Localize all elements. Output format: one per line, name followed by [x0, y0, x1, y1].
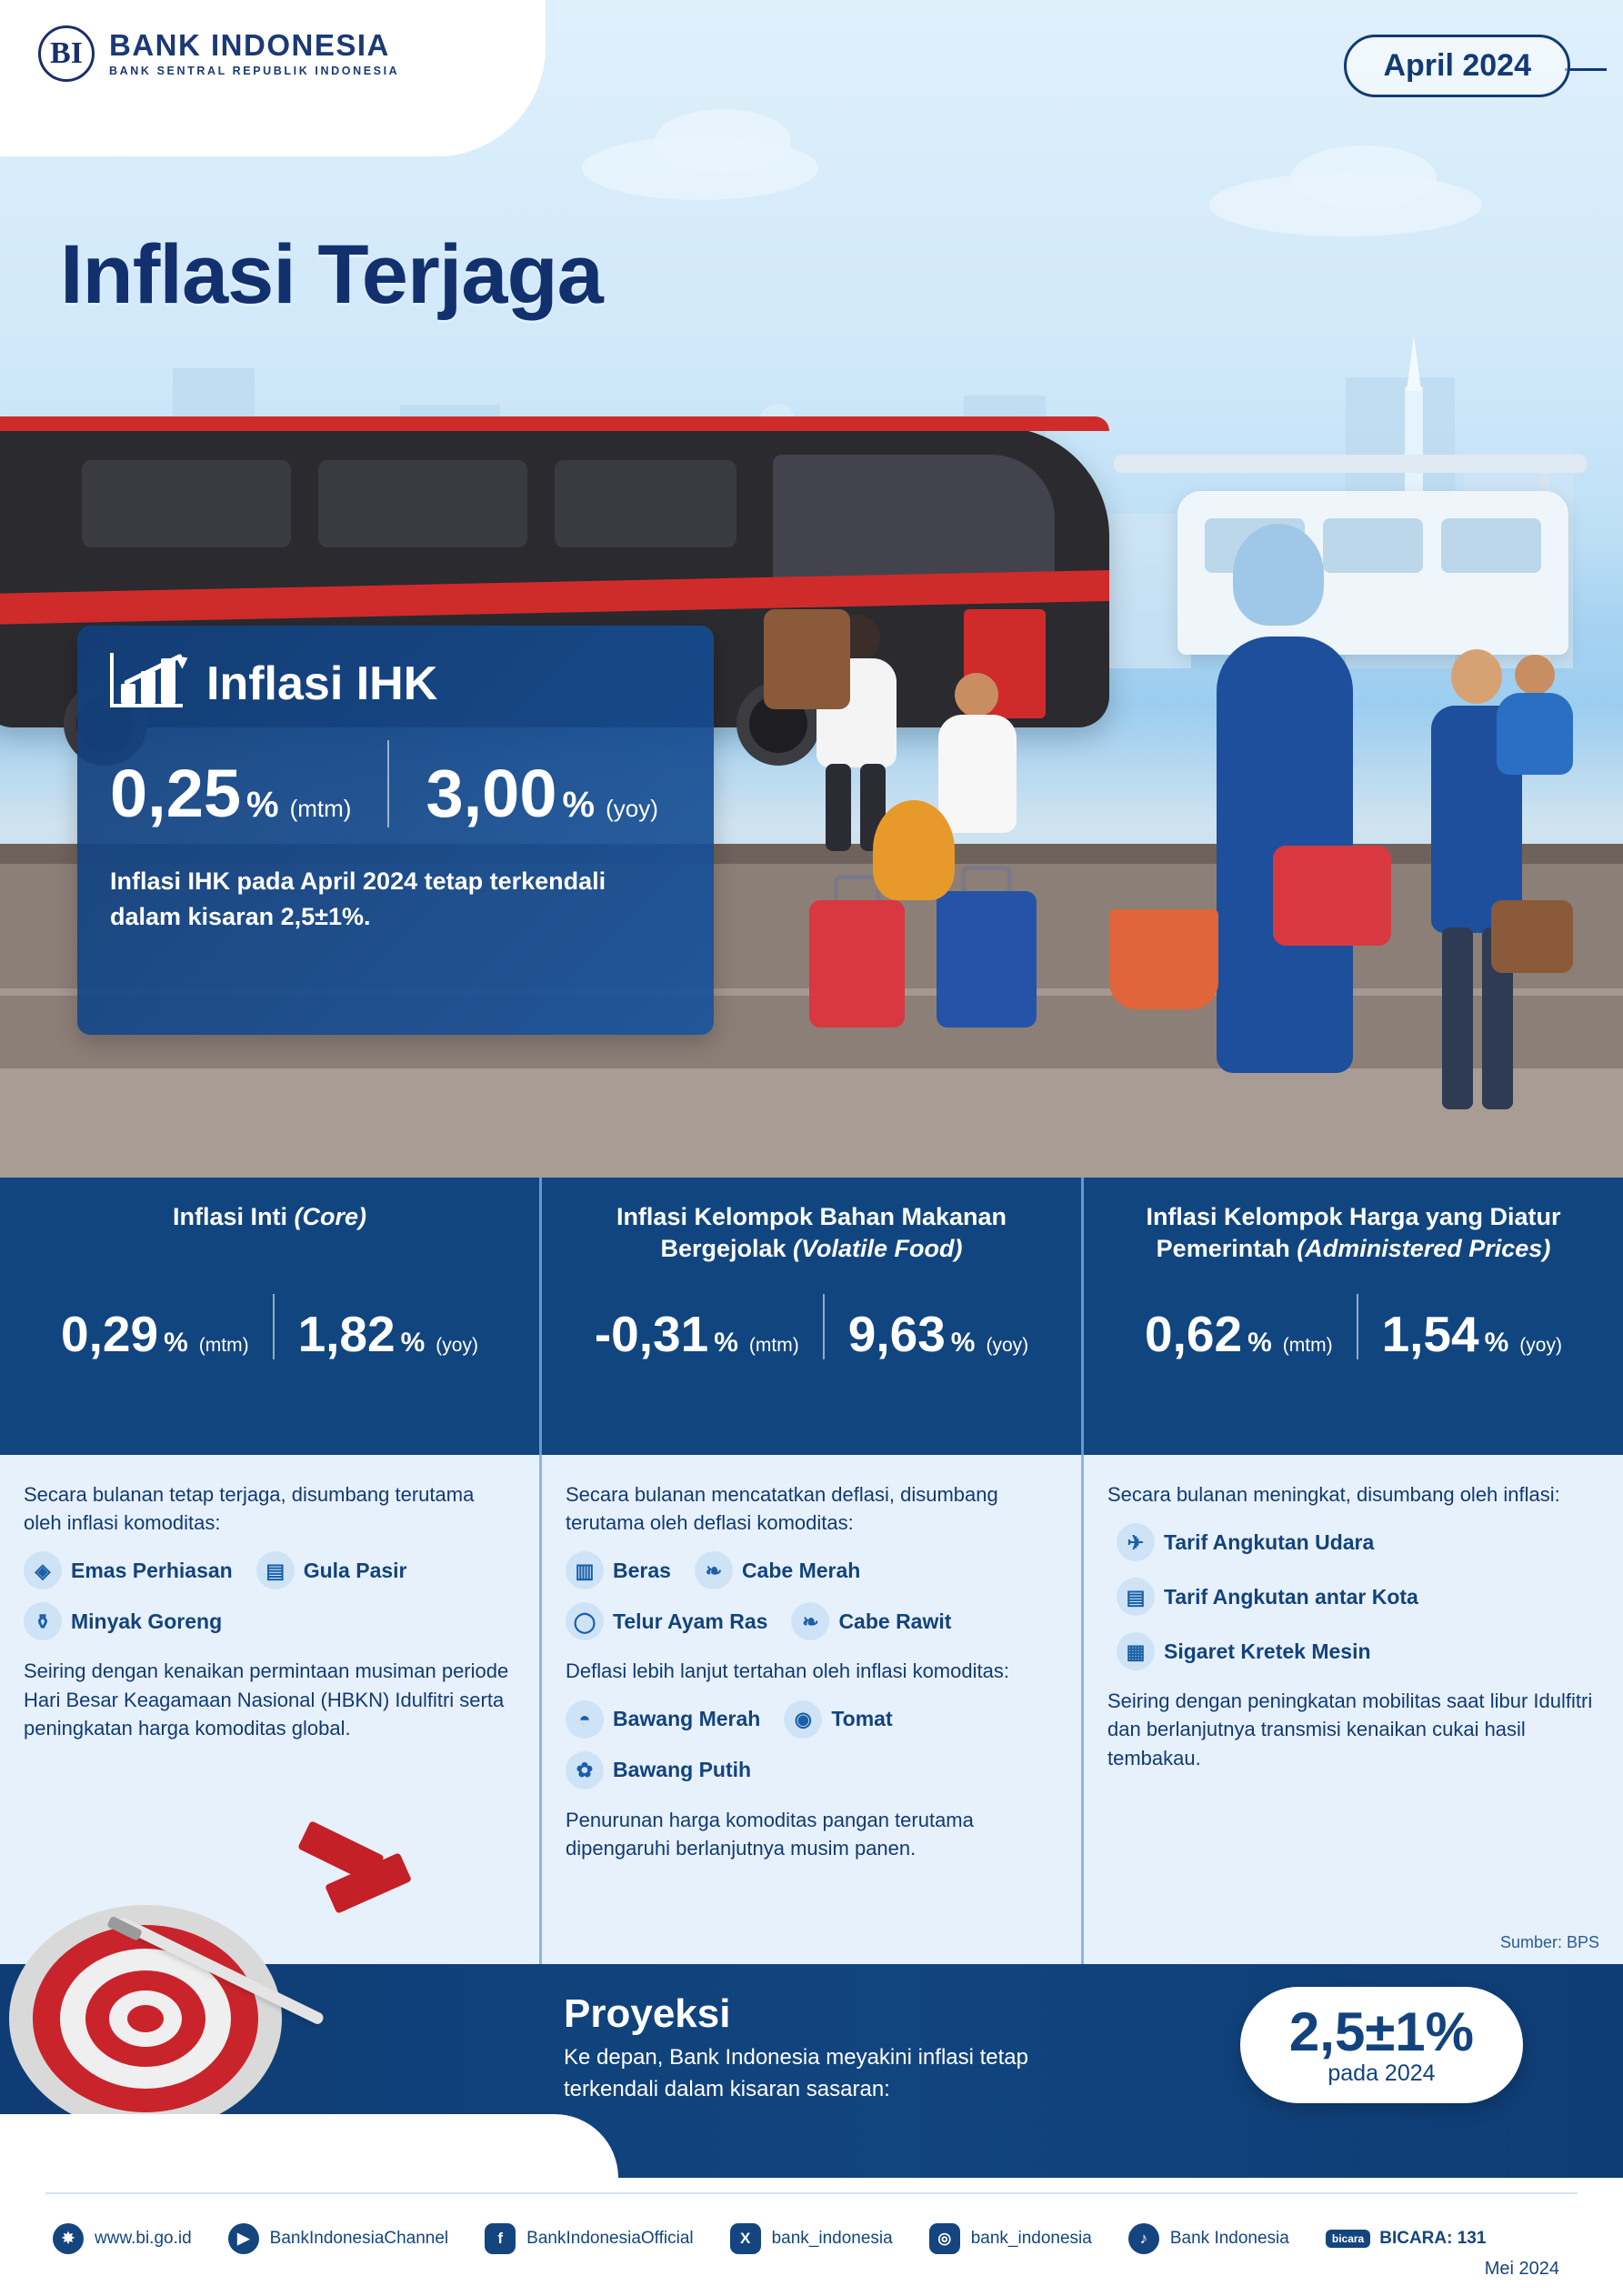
cloud-shape	[1291, 145, 1437, 209]
vf-mtm-value: -0,31	[594, 1306, 709, 1362]
date-badge: April 2024	[1344, 35, 1570, 97]
core-yoy-value: 1,82	[297, 1306, 396, 1362]
projection-text-block	[564, 1991, 1073, 2106]
ihk-yoy-percent: %	[562, 785, 596, 825]
vf-outro: Penurunan harga komoditas pangan terutama dipengaruhi berlanjutnya musim panen.	[566, 1808, 974, 1860]
projection-value-pill	[1240, 1987, 1523, 2103]
commodity-label: Beras	[613, 1559, 671, 1583]
footer-item-youtube[interactable]	[228, 2223, 449, 2254]
footer-item-x[interactable]	[730, 2223, 893, 2254]
commodity-chip	[1117, 1523, 1599, 1561]
footer-item-bicara[interactable]	[1326, 2229, 1487, 2249]
column-title-italic: (Volatile Food)	[793, 1235, 963, 1263]
tiktok-icon: ♪	[1128, 2223, 1159, 2254]
bank-indonesia-logo	[38, 25, 399, 82]
cloud-shape	[655, 109, 791, 173]
bi-logo-text: BI	[50, 36, 83, 70]
blue-suitcase	[937, 891, 1037, 1028]
footer-date: Mei 2024	[1484, 2259, 1559, 2279]
tomato-icon: ◉	[784, 1700, 822, 1739]
commodity-chip	[784, 1700, 892, 1739]
bi-logo-mark	[38, 25, 95, 82]
footer-label: Bank Indonesia	[1169, 2229, 1289, 2248]
commodity-label: Tarif Angkutan antar Kota	[1164, 1584, 1418, 1609]
commodity-label: Cabe Rawit	[838, 1609, 952, 1634]
core-mtm-label: (mtm)	[198, 1335, 249, 1356]
commodity-chip	[1117, 1578, 1599, 1616]
intercity-bus-icon: ▤	[1117, 1578, 1155, 1616]
red-suitcase	[809, 900, 905, 1028]
commodity-chip	[566, 1551, 671, 1589]
footer-curve	[0, 2114, 618, 2178]
commodity-label: Telur Ayam Ras	[613, 1609, 768, 1634]
ap-yoy-label: (yoy)	[1519, 1335, 1562, 1356]
commodity-chip	[566, 1602, 767, 1640]
footer-divider	[45, 2192, 1578, 2194]
source-label: Sumber: BPS	[1499, 1933, 1599, 1952]
core-intro: Secara bulanan tetap terjaga, disumbang terutama oleh inflasi komoditas:	[24, 1483, 475, 1535]
projection-year-label: pada 2024	[1327, 2060, 1436, 2086]
ap-mtm-label: (mtm)	[1282, 1335, 1333, 1356]
ihk-mtm-percent: %	[246, 785, 279, 825]
carried-box	[764, 609, 850, 709]
divider	[1357, 1294, 1358, 1359]
seated-figure	[1491, 655, 1591, 837]
footer-social-row	[53, 2223, 1486, 2254]
globe-icon: ✸	[53, 2223, 84, 2254]
grocery-basket	[1109, 909, 1218, 1009]
vf-chip-row-2	[566, 1700, 1057, 1790]
bird-eye-chili-icon: ❧	[791, 1602, 829, 1640]
rice-icon: ▥	[566, 1551, 604, 1589]
vf-chip-row-1	[566, 1551, 1057, 1640]
instagram-icon: ◎	[929, 2223, 960, 2254]
vf-yoy-value: 9,63	[847, 1306, 946, 1362]
cigarette-icon: ▦	[1117, 1632, 1155, 1670]
commodity-chip	[566, 1751, 751, 1790]
column-title-italic: (Core)	[294, 1203, 366, 1230]
vf-mtm-label: (mtm)	[748, 1335, 799, 1356]
projection-value	[1289, 2003, 1474, 2060]
bicara-label: BICARA: 131	[1379, 2229, 1487, 2248]
ap-yoy	[1381, 1306, 1562, 1362]
commodity-chip	[256, 1551, 407, 1589]
bar-chart-up-icon	[110, 651, 186, 717]
commodity-chip	[1117, 1632, 1599, 1670]
projection-title: Proyeksi	[564, 1991, 731, 2036]
divider	[273, 1294, 275, 1359]
commodity-chip	[24, 1551, 233, 1589]
ap-yoy-value: 1,54	[1381, 1306, 1479, 1362]
core-mtm	[61, 1306, 249, 1362]
commodity-label: Sigaret Kretek Mesin	[1164, 1639, 1371, 1663]
footer-label: www.bi.go.id	[95, 2229, 192, 2248]
red-chili-icon: ❧	[695, 1551, 733, 1589]
date-badge-tail	[1565, 68, 1607, 71]
projection-description: Ke depan, Bank Indonesia meyakini inflasi tetap terkendali dalam kisaran sasaran:	[564, 2045, 1028, 2101]
percent-sign: %	[950, 1328, 976, 1358]
percent-sign: %	[714, 1328, 738, 1358]
core-mtm-value: 0,29	[61, 1306, 159, 1362]
footer-label: BankIndonesiaOfficial	[526, 2229, 694, 2248]
column-title-main: Inflasi Inti	[172, 1203, 295, 1230]
handbag	[1273, 846, 1391, 946]
commodity-label: Tarif Angkutan Udara	[1164, 1529, 1375, 1554]
brand-subtitle: BANK SENTRAL REPUBLIK INDONESIA	[109, 64, 400, 77]
commodity-label: Bawang Merah	[613, 1707, 761, 1731]
commodity-label: Emas Perhiasan	[71, 1559, 233, 1583]
vf-mid-text: Deflasi lebih lanjut tertahan oleh inflasi komoditas:	[566, 1659, 1009, 1683]
projection-number: 2,5±1	[1288, 2001, 1426, 2062]
ihk-mtm-value: 0,25	[110, 756, 242, 831]
divider	[387, 740, 389, 827]
cooking-oil-icon: ⚱	[24, 1602, 62, 1640]
column-title-main: Inflasi Kelompok Harga yang Diatur Pemerintah	[1146, 1203, 1561, 1263]
youtube-icon: ▶	[228, 2223, 259, 2254]
percent-sign: %	[1484, 1328, 1509, 1358]
ap-mtm	[1145, 1306, 1333, 1362]
commodity-chip	[24, 1602, 222, 1640]
ihk-note: Inflasi IHK pada April 2024 tetap terkendali dalam kisaran 2,5±1%.	[110, 867, 606, 931]
column-title	[20, 1201, 519, 1270]
footer-label: BankIndonesiaChannel	[269, 2229, 449, 2248]
ap-outro: Seiring dengan peningkatan mobilitas saat libur Idulfitri dan berlanjutnya transmisi kenaikan cukai hasil tembakau.	[1107, 1689, 1593, 1770]
column-header-core	[0, 1178, 539, 1455]
category-headers	[0, 1178, 1623, 1455]
ihk-title: Inflasi IHK	[206, 657, 438, 710]
footer-label: bank_indonesia	[970, 2229, 1092, 2248]
ihk-mtm-label: (mtm)	[289, 795, 352, 822]
core-yoy	[297, 1306, 478, 1362]
ap-intro: Secara bulanan meningkat, disumbang oleh inflasi:	[1107, 1483, 1560, 1506]
core-chip-row-1	[24, 1551, 516, 1640]
airplane-icon: ✈	[1117, 1523, 1155, 1561]
chicken-egg-icon: ◯	[566, 1602, 604, 1640]
vf-yoy-label: (yoy)	[986, 1335, 1029, 1356]
column-header-administered-prices	[1081, 1178, 1623, 1455]
footer-item-tiktok[interactable]	[1128, 2223, 1289, 2254]
briefcase	[1491, 900, 1573, 973]
vf-intro: Secara bulanan mencatatkan deflasi, disumbang terutama oleh deflasi komoditas:	[566, 1483, 998, 1535]
column-title	[1104, 1201, 1603, 1270]
commodity-label: Minyak Goreng	[71, 1609, 223, 1634]
ihk-mtm	[110, 756, 352, 831]
commodity-chip	[566, 1700, 760, 1739]
ihk-yoy-value: 3,00	[426, 756, 557, 831]
percent-sign: %	[164, 1328, 188, 1358]
gold-jewelry-icon: ◈	[24, 1551, 62, 1589]
sugar-icon: ▤	[256, 1551, 295, 1589]
commodity-chip	[791, 1602, 951, 1640]
column-body-volatile-food	[539, 1455, 1081, 1964]
ihk-yoy-label: (yoy)	[606, 795, 658, 822]
bicara-logo: bicara	[1326, 2230, 1370, 2248]
commodity-chip	[695, 1551, 860, 1589]
page-title: Inflasi Terjaga	[60, 228, 603, 321]
divider	[823, 1294, 825, 1359]
footer-label: bank_indonesia	[771, 2229, 893, 2248]
vf-mtm	[594, 1306, 799, 1362]
bus-shelter-roof	[1114, 455, 1587, 473]
garlic-icon: ✿	[566, 1751, 604, 1790]
footer-item-facebook[interactable]	[485, 2223, 693, 2254]
x-twitter-icon: X	[730, 2223, 761, 2254]
column-title-italic: (Administered Prices)	[1297, 1235, 1551, 1263]
commodity-label: Gula Pasir	[303, 1559, 407, 1583]
duffel-bag	[873, 800, 955, 900]
projection-percent: %	[1425, 2001, 1474, 2062]
ap-mtm-value: 0,62	[1145, 1306, 1243, 1362]
column-header-volatile-food	[539, 1178, 1081, 1455]
brand-name: BANK INDONESIA	[109, 28, 390, 63]
column-body-administered-prices	[1081, 1455, 1623, 1964]
commodity-label: Bawang Putih	[613, 1758, 752, 1782]
core-yoy-label: (yoy)	[436, 1335, 478, 1356]
commodity-label: Cabe Merah	[741, 1559, 861, 1583]
ihk-card	[77, 626, 714, 1035]
column-title-main: Inflasi Kelompok Bahan Makanan Bergejolak	[616, 1203, 1007, 1263]
column-title	[562, 1201, 1061, 1270]
percent-sign: %	[1247, 1328, 1272, 1358]
facebook-icon: f	[485, 2223, 516, 2254]
dart-illustration	[109, 1828, 418, 2019]
percent-sign: %	[400, 1328, 426, 1358]
vf-yoy	[847, 1306, 1029, 1362]
footer-item-website[interactable]	[53, 2223, 192, 2254]
ihk-yoy	[426, 756, 658, 831]
ap-chip-row	[1117, 1523, 1599, 1670]
commodity-label: Tomat	[831, 1707, 893, 1731]
footer-item-instagram[interactable]	[929, 2223, 1092, 2254]
shallot-icon: ◓	[566, 1700, 604, 1739]
core-outro: Seiring dengan kenaikan permintaan musiman periode Hari Besar Keagamaan Nasional (HBKN) Idulfitri serta peningkatan harga komoditas global.	[24, 1659, 509, 1740]
